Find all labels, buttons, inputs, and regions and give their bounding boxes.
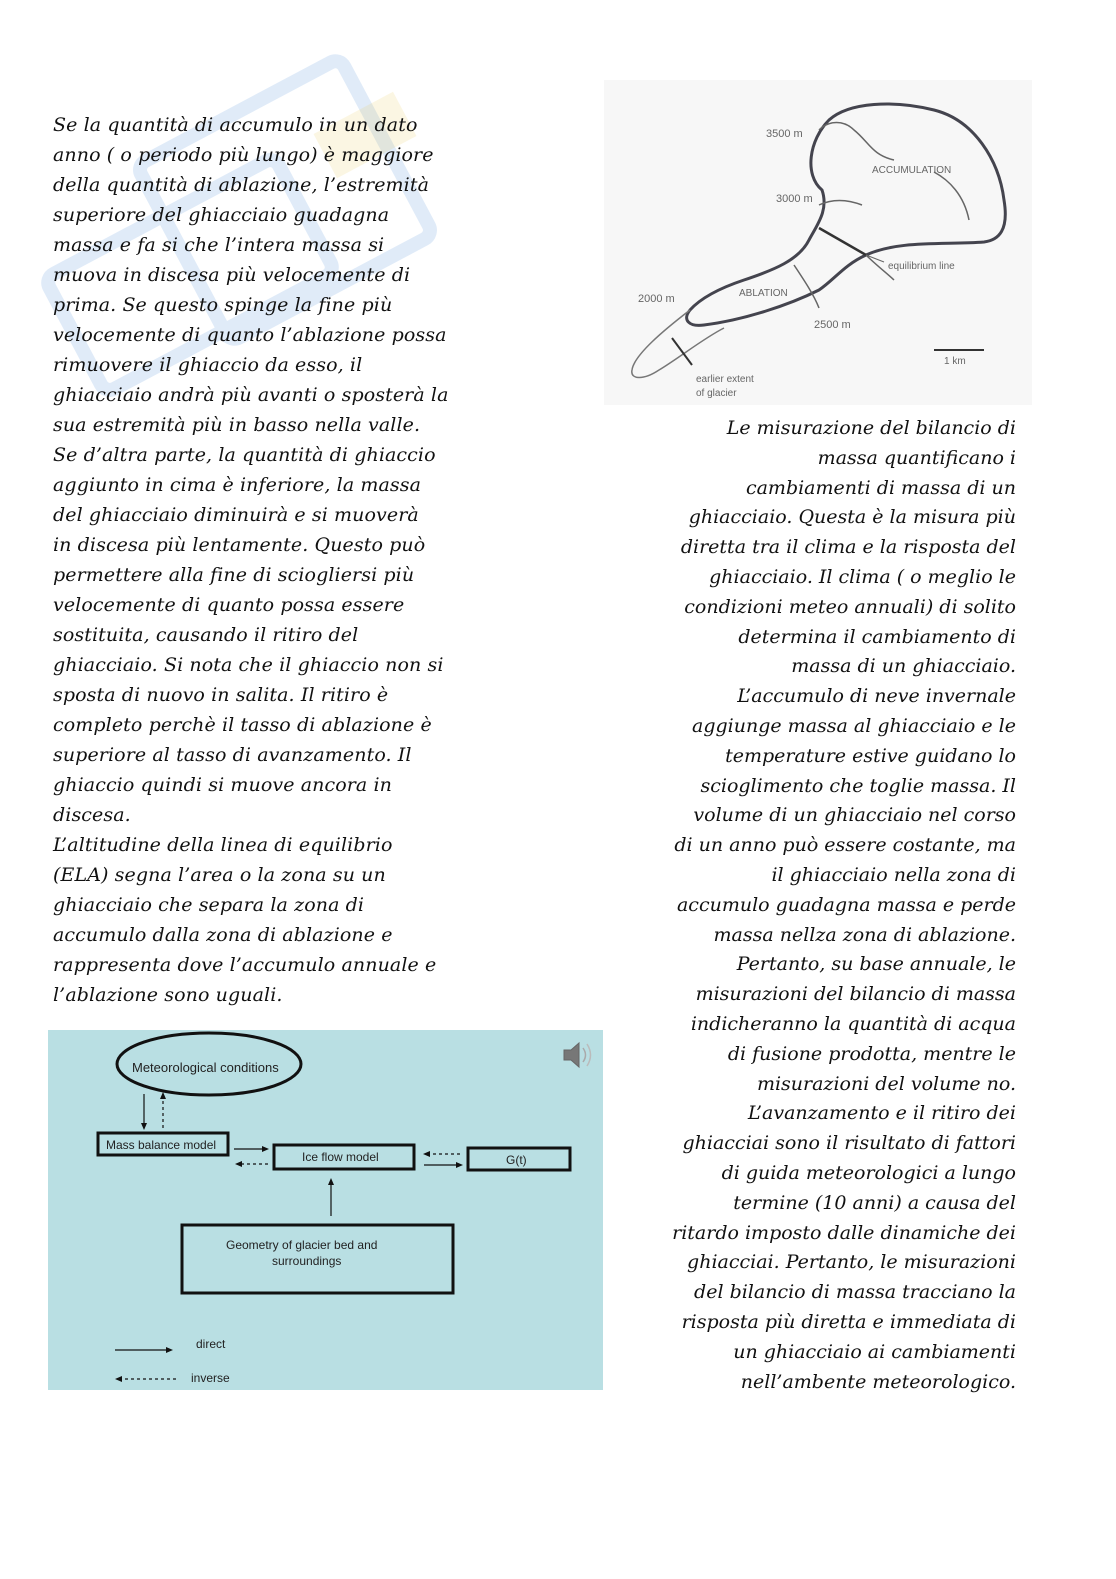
label-earlier-extent-2: of glacier bbox=[696, 388, 737, 399]
text-line: del ghiacciaio diminuirà e si muoverà bbox=[53, 504, 419, 526]
text-line: il ghiacciaio nella zona di bbox=[771, 863, 1016, 886]
text-line: (ELA) segna l’area o la zona su un bbox=[53, 864, 386, 886]
text-line: Se d’altra parte, la quantità di ghiaccio bbox=[53, 444, 436, 466]
text-line: diretta tra il clima e la risposta del bbox=[680, 536, 1016, 559]
text-line: di guida meteorologici a lungo bbox=[721, 1161, 1016, 1184]
label-equilibrium: equilibrium line bbox=[888, 261, 955, 272]
text-line: muova in discesa più velocemente di bbox=[53, 264, 411, 286]
legend-direct-label: direct bbox=[196, 1337, 226, 1351]
text-line: L’altitudine della linea di equilibrio bbox=[53, 834, 393, 856]
text-line: condizioni meteo annuali) di solito bbox=[684, 595, 1016, 618]
text-line: L’avanzamento e il ritiro dei bbox=[747, 1102, 1016, 1125]
label-3000: 3000 m bbox=[776, 193, 813, 205]
text-line: della quantità di ablazione, l’estremità bbox=[53, 174, 429, 196]
text-line: aggiunge massa al ghiacciaio e le bbox=[692, 714, 1016, 737]
model-flow-diagram bbox=[48, 1030, 603, 1390]
text-line: di fusione prodotta, mentre le bbox=[727, 1042, 1016, 1065]
text-line: L’accumulo di neve invernale bbox=[737, 685, 1016, 708]
legend-inverse-label: inverse bbox=[191, 1371, 230, 1385]
text-line: misurazioni del bilancio di massa bbox=[695, 983, 1016, 1006]
text-line: scioglimento che toglie massa. Il bbox=[700, 774, 1016, 797]
text-line: del bilancio di massa tracciano la bbox=[694, 1281, 1016, 1304]
text-line: indicheranno la quantità di acqua bbox=[690, 1012, 1016, 1035]
text-line: massa e fa si che l’intera massa si bbox=[53, 234, 385, 256]
geometry-label-2: surroundings bbox=[272, 1254, 342, 1268]
text-line: ghiacciaio andrà più avanti o sposterà la bbox=[53, 384, 449, 406]
meteo-label: Meteorological conditions bbox=[132, 1060, 279, 1075]
text-line: misurazioni del volume no. bbox=[756, 1072, 1016, 1095]
text-line: sua estremità più in basso nella valle. bbox=[53, 414, 421, 436]
text-line: l’ablazione sono uguali. bbox=[53, 984, 283, 1006]
glacier-map-figure bbox=[604, 80, 1032, 405]
right-text-column bbox=[640, 414, 1016, 1397]
text-line: aggiunto in cima è inferiore, la massa bbox=[53, 474, 422, 496]
text-line: sposta di nuovo in salita. Il ritiro è bbox=[53, 684, 389, 706]
text-line: ghiacciaio. Questa è la misura più bbox=[688, 506, 1016, 529]
label-2000: 2000 m bbox=[638, 293, 675, 305]
text-line: rimuovere il ghiaccio da esso, il bbox=[53, 354, 363, 376]
text-line: superiore al tasso di avanzamento. Il bbox=[53, 744, 412, 766]
geometry-label-1: Geometry of glacier bed and bbox=[226, 1238, 378, 1252]
text-line: prima. Se questo spinge la fine più bbox=[53, 294, 393, 316]
left-text-column bbox=[53, 110, 493, 1010]
label-scale: 1 km bbox=[944, 356, 966, 367]
text-line: Se la quantità di accumulo in un dato bbox=[53, 114, 418, 136]
text-line: massa di un ghiacciaio. bbox=[791, 655, 1016, 678]
text-line: Pertanto, su base annuale, le bbox=[736, 953, 1016, 976]
ice-flow-label: Ice flow model bbox=[302, 1150, 379, 1164]
text-line: ghiaccio quindi si muove ancora in bbox=[53, 774, 393, 796]
text-line: ghiacciaio che separa la zona di bbox=[53, 894, 365, 916]
text-line: accumulo dalla zona di ablazione e bbox=[53, 924, 393, 946]
label-ablation: ABLATION bbox=[739, 288, 788, 299]
text-line: un ghiacciaio ai cambiamenti bbox=[733, 1340, 1016, 1363]
text-line: massa nellza zona di ablazione. bbox=[713, 923, 1016, 946]
text-line: permettere alla fine di sciogliersi più bbox=[53, 564, 415, 586]
text-line: ghiacciai. Pertanto, le misurazioni bbox=[687, 1251, 1016, 1274]
text-line: risposta più diretta e immediata di bbox=[681, 1310, 1016, 1333]
text-line: ghiacciaio. Il clima ( o meglio le bbox=[709, 565, 1016, 588]
text-line: cambiamenti di massa di un bbox=[745, 476, 1016, 499]
text-line: completo perchè il tasso di ablazione è bbox=[53, 714, 432, 736]
label-earlier-extent-1: earlier extent bbox=[696, 374, 754, 385]
text-line: massa quantificano i bbox=[817, 446, 1016, 469]
text-line: in discesa più lentamente. Questo può bbox=[53, 534, 426, 556]
text-line: ritardo imposto dalle dinamiche dei bbox=[672, 1221, 1016, 1244]
text-line: Le misurazione del bilancio di bbox=[726, 417, 1016, 439]
mass-balance-label: Mass balance model bbox=[106, 1138, 217, 1152]
text-line: determina il cambiamento di bbox=[738, 625, 1016, 648]
text-line: volume di un ghiacciaio nel corso bbox=[693, 804, 1016, 827]
label-3500: 3500 m bbox=[766, 128, 803, 140]
text-line: termine (10 anni) a causa del bbox=[733, 1191, 1016, 1214]
text-line: accumulo guadagna massa e perde bbox=[676, 893, 1016, 916]
text-line: anno ( o periodo più lungo) è maggiore bbox=[53, 144, 434, 166]
text-line: velocemente di quanto l’ablazione possa bbox=[53, 324, 447, 346]
text-line: temperature estive guidano lo bbox=[725, 744, 1016, 767]
text-line: discesa. bbox=[53, 804, 131, 826]
text-line: velocemente di quanto possa essere bbox=[53, 594, 405, 616]
text-line: ghiacciai sono il risultato di fattori bbox=[682, 1132, 1016, 1155]
text-line: superiore del ghiacciaio guadagna bbox=[53, 204, 390, 226]
text-line: sostituita, causando il ritiro del bbox=[53, 624, 359, 646]
gt-label: G(t) bbox=[506, 1153, 527, 1167]
label-accumulation: ACCUMULATION bbox=[872, 165, 952, 176]
text-line: rappresenta dove l’accumulo annuale e bbox=[53, 954, 437, 976]
label-2500: 2500 m bbox=[814, 319, 851, 331]
text-line: ghiacciaio. Si nota che il ghiaccio non si bbox=[53, 654, 444, 676]
text-line: di un anno può essere costante, ma bbox=[674, 834, 1016, 857]
text-line: nell’ambente meteorologico. bbox=[740, 1370, 1016, 1393]
